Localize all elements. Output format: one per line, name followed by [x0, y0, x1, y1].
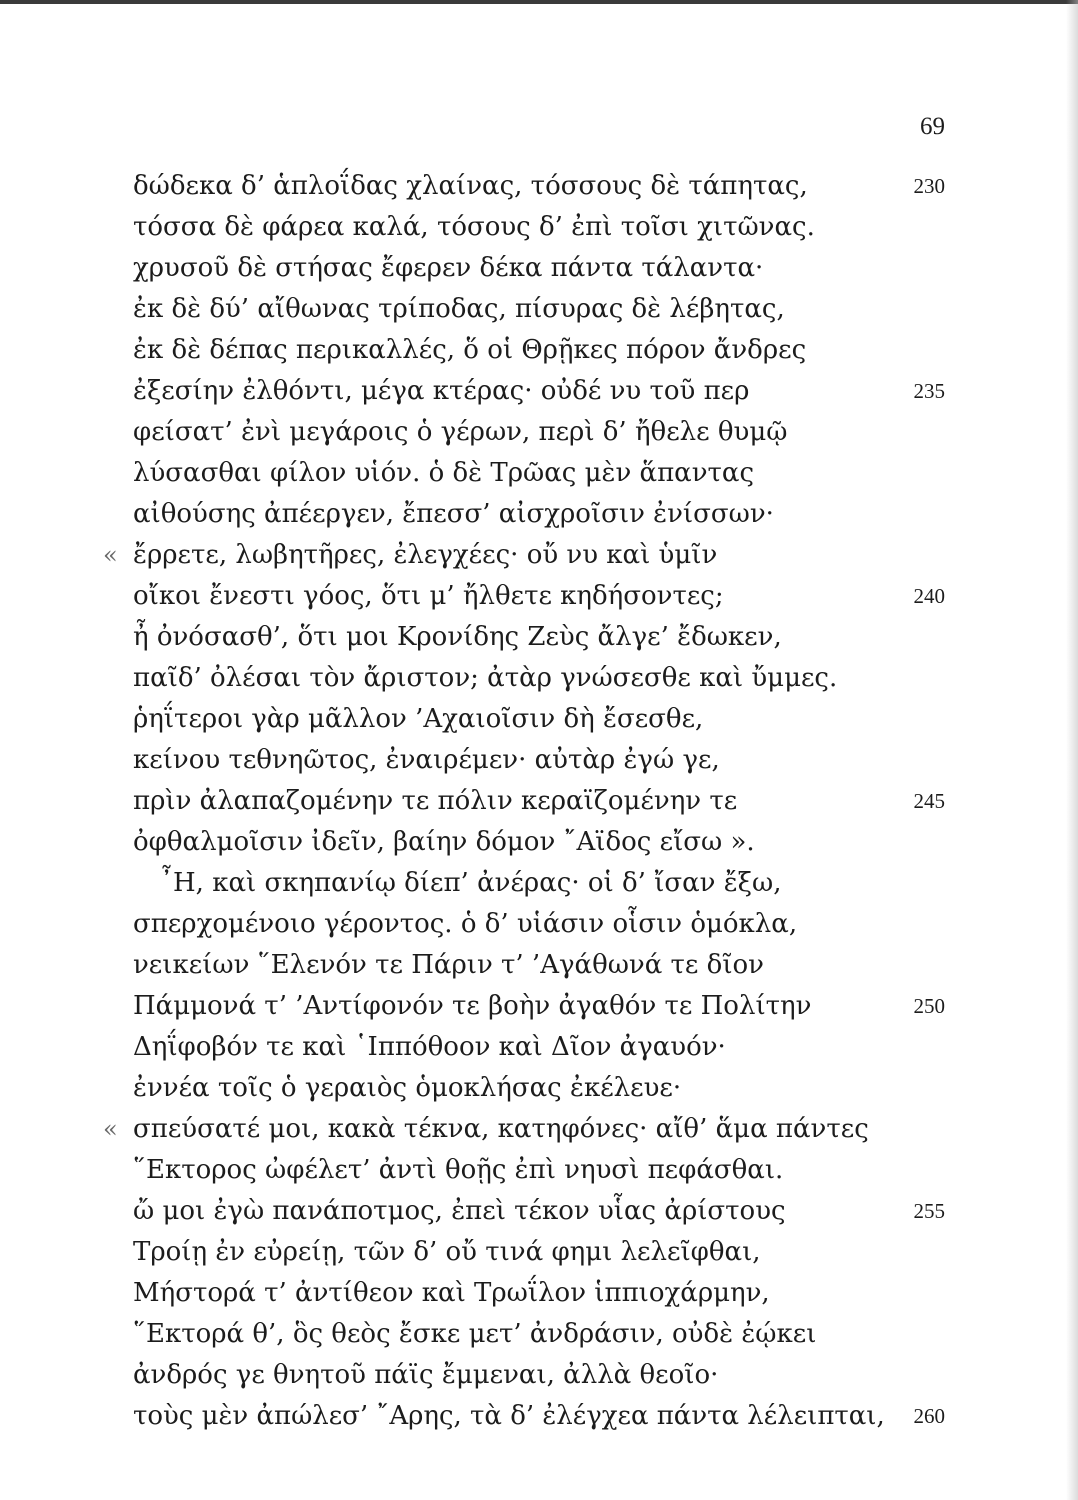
verse-line	[0, 371, 1078, 411]
verse-line	[0, 945, 1078, 985]
verse-line	[0, 781, 1078, 821]
verse-line	[0, 576, 1078, 616]
verse-line	[0, 1191, 1078, 1231]
verse-text: ἀνδρός γε θνητοῦ πάϊς ἔμμεναι, ἀλλὰ θεοῖο·	[133, 1360, 719, 1390]
quotation-mark: «	[103, 1115, 118, 1143]
verse-line	[0, 822, 1078, 862]
line-number: 245	[913, 789, 945, 813]
line-number: 250	[913, 994, 945, 1018]
verse-line	[0, 658, 1078, 698]
verse-text: νεικείων ῞Ελενόν τε Πάριν τ’ ’Αγάθωνά τε δῖον	[133, 950, 764, 980]
verse-text: Πάμμονά τ’ ’Αντίφονόν τε βοὴν ἀγαθόν τε Πολίτην	[133, 991, 812, 1021]
quotation-mark: «	[103, 541, 118, 569]
verse-text: Δηΐφοβόν τε καὶ ῾Ιππόθοον καὶ Δῖον ἀγαυόν·	[133, 1032, 726, 1062]
verse-line	[0, 1273, 1078, 1313]
verse-line	[0, 1150, 1078, 1190]
verse-line	[0, 412, 1078, 452]
verse-text: ῞Εκτορά θ’, ὃς θεὸς ἔσκε μετ’ ἀνδράσιν, οὐδὲ ἐῴκει	[133, 1319, 817, 1349]
verse-text: χρυσοῦ δὲ στήσας ἔφερεν δέκα πάντα τάλαντα·	[133, 253, 764, 283]
verse-line	[0, 1232, 1078, 1272]
verse-text: ὀφθαλμοῖσιν ἰδεῖν, βαίην δόμον ῎Αϊδος εἴσω ».	[133, 827, 755, 857]
verse-line	[0, 494, 1078, 534]
verse-line	[0, 617, 1078, 657]
verse-line	[0, 535, 1078, 575]
verse-text: φείσατ’ ἐνὶ μεγάροις ὁ γέρων, περὶ δ’ ἤθελε θυμῷ	[133, 417, 788, 447]
verse-line	[0, 699, 1078, 739]
verse-text: ἐκ δὲ δέπας περικαλλές, ὅ οἱ Θρῇκες πόρον ἄνδρες	[133, 335, 807, 365]
verse-line	[0, 986, 1078, 1026]
verse-text: ῏Η, καὶ σκηπανίῳ δίεπ’ ἀνέρας· οἱ δ’ ἴσαν ἔξω,	[160, 868, 782, 898]
verse-line	[0, 207, 1078, 247]
verse-line	[0, 330, 1078, 370]
verse-text: παῖδ’ ὀλέσαι τὸν ἄριστον; ἀτὰρ γνώσεσθε καὶ ὔμμες.	[133, 663, 838, 693]
verse-text: λύσασθαι φίλον υἱόν. ὁ δὲ Τρῶας μὲν ἅπαντας	[133, 458, 755, 488]
verse-text: Τροίῃ ἐν εὐρείῃ, τῶν δ’ οὔ τινά φημι λελεῖφθαι,	[133, 1237, 761, 1267]
verse-line	[0, 166, 1078, 206]
verse-line	[0, 1027, 1078, 1067]
verse-text: πρὶν ἀλαπαζομένην τε πόλιν κεραϊζομένην τε	[133, 786, 738, 816]
verse-line	[0, 1068, 1078, 1108]
verse-text: ἦ ὀνόσασθ’, ὅτι μοι Κρονίδης Ζεὺς ἄλγε’ ἔδωκεν,	[133, 622, 782, 652]
verse-text: αἰθούσης ἀπέεργεν, ἔπεσσ’ αἰσχροῖσιν ἐνίσσων·	[133, 499, 774, 529]
verse-text: κείνου τεθνηῶτος, ἐναιρέμεν· αὐτὰρ ἐγώ γε,	[133, 745, 720, 775]
verse-line	[0, 1396, 1078, 1436]
verse-text: οἴκοι ἔνεστι γόος, ὅτι μ’ ἤλθετε κηδήσοντες;	[133, 581, 724, 611]
verse-line	[0, 1314, 1078, 1354]
verse-line	[0, 1109, 1078, 1149]
verse-line	[0, 863, 1078, 903]
verse-text: τόσσα δὲ φάρεα καλά, τόσους δ’ ἐπὶ τοῖσι χιτῶνας.	[133, 212, 815, 242]
verse-text: ῥηΐτεροι γὰρ μᾶλλον ’Αχαιοῖσιν δὴ ἔσεσθε,	[133, 704, 704, 734]
page-number: 69	[920, 113, 945, 140]
verse-text: ὤ μοι ἐγὼ πανάποτμος, ἐπεὶ τέκον υἷας ἀρίστους	[133, 1196, 786, 1226]
verse-line	[0, 740, 1078, 780]
line-number: 235	[913, 379, 945, 403]
verse-text: ἐκ δὲ δύ’ αἴθωνας τρίποδας, πίσυρας δὲ λέβητας,	[133, 294, 785, 324]
verse-text: ἔρρετε, λωβητῆρες, ἐλεγχέες· οὔ νυ καὶ ὑμῖν	[133, 540, 718, 570]
verse-text: ἐξεσίην ἐλθόντι, μέγα κτέρας· οὐδέ νυ τοῦ περ	[133, 376, 750, 406]
verse-text: Μήστορά τ’ ἀντίθεον καὶ Τρωΐλον ἱππιοχάρμην,	[133, 1278, 770, 1308]
verse-text: ἐννέα τοῖς ὁ γεραιὸς ὁμοκλήσας ἐκέλευε·	[133, 1073, 682, 1103]
verse-line	[0, 289, 1078, 329]
line-number: 255	[913, 1199, 945, 1223]
verse-text: ῞Εκτορος ὠφέλετ’ ἀντὶ θοῇς ἐπὶ νηυσὶ πεφάσθαι.	[133, 1155, 784, 1185]
verse-line	[0, 248, 1078, 288]
verse-line	[0, 453, 1078, 493]
verse-text: τοὺς μὲν ἀπώλεσ’ ῎Αρης, τὰ δ’ ἐλέγχεα πάντα λέλειπται,	[133, 1401, 885, 1431]
verse-text: δώδεκα δ’ ἁπλοΐδας χλαίνας, τόσσους δὲ τάπητας,	[133, 171, 808, 201]
verse-text: σπεύσατέ μοι, κακὰ τέκνα, κατηφόνες· αἴθ’ ἅμα πάντες	[133, 1114, 869, 1144]
verse-line	[0, 904, 1078, 944]
line-number: 260	[913, 1404, 945, 1428]
verse-text: σπερχομένοιο γέροντος. ὁ δ’ υἱάσιν οἷσιν ὁμόκλα,	[133, 909, 798, 939]
line-number: 240	[913, 584, 945, 608]
verse-line	[0, 1355, 1078, 1395]
line-number: 230	[913, 174, 945, 198]
